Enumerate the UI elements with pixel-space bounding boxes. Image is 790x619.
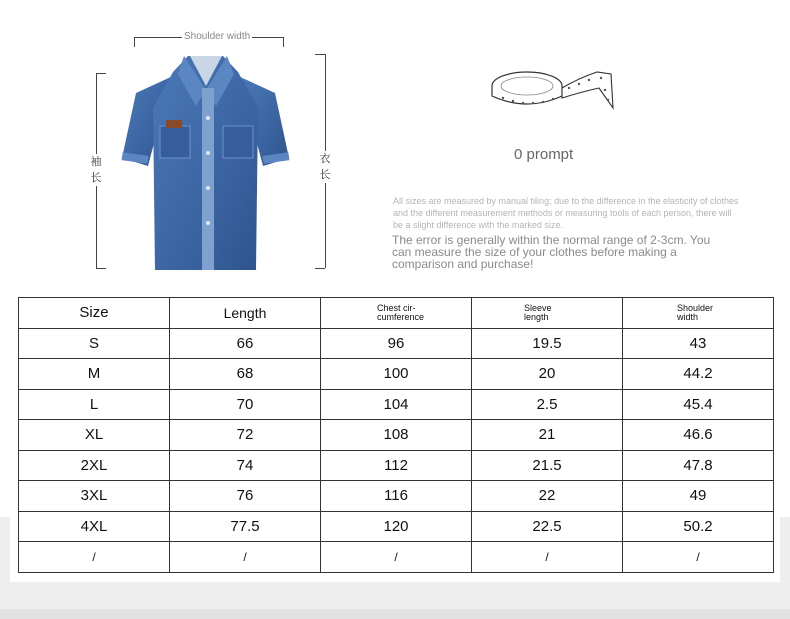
body-dimension-tick-top bbox=[315, 54, 325, 55]
cell-length: 70 bbox=[170, 389, 321, 420]
cell-shoulder: 49 bbox=[623, 481, 774, 512]
cell-size: S bbox=[19, 328, 170, 359]
size-table bbox=[18, 297, 774, 573]
cell-size: XL bbox=[19, 420, 170, 451]
right-pocket bbox=[223, 126, 253, 158]
shoulder-dimension-tick-right bbox=[283, 37, 284, 47]
header-chest-circumference bbox=[321, 298, 472, 329]
cell-shoulder: 46.6 bbox=[623, 420, 774, 451]
shoulder-dimension-tick-left bbox=[134, 37, 135, 47]
table-row bbox=[19, 542, 774, 573]
shirt-button bbox=[206, 116, 210, 120]
shirt-button bbox=[206, 151, 210, 155]
shoulder-width-label: Shoulder width bbox=[184, 31, 251, 42]
cell-chest: 116 bbox=[321, 481, 472, 512]
cell-length: / bbox=[170, 542, 321, 573]
cell-chest: 100 bbox=[321, 359, 472, 390]
cell-size: L bbox=[19, 389, 170, 420]
header-line: Sleeve bbox=[524, 302, 552, 313]
placket bbox=[202, 88, 214, 270]
cell-sleeve: 21.5 bbox=[472, 450, 623, 481]
cell-size: 3XL bbox=[19, 481, 170, 512]
header-length: Length bbox=[170, 298, 321, 329]
header-sleeve-length bbox=[472, 298, 623, 329]
header-line: width bbox=[677, 311, 699, 322]
cell-shoulder: / bbox=[623, 542, 774, 573]
table-row bbox=[19, 450, 774, 481]
header-line: Chest cir- bbox=[377, 302, 416, 313]
sleeve-dimension-tick-bottom bbox=[96, 268, 106, 269]
cell-chest: 112 bbox=[321, 450, 472, 481]
cell-sleeve: 19.5 bbox=[472, 328, 623, 359]
table-row bbox=[19, 481, 774, 512]
header-size: Size bbox=[19, 298, 170, 329]
cell-shoulder: 47.8 bbox=[623, 450, 774, 481]
header-line: Shoulder bbox=[677, 302, 714, 313]
cell-shoulder: 45.4 bbox=[623, 389, 774, 420]
measurement-note-error: The error is generally within the normal range of 2-3cm. You can measure the size of your clothes before making a comparison and purchase! bbox=[392, 233, 711, 271]
cell-chest: 104 bbox=[321, 389, 472, 420]
cell-chest: 120 bbox=[321, 511, 472, 542]
cell-length: 76 bbox=[170, 481, 321, 512]
table-row bbox=[19, 511, 774, 542]
table-row bbox=[19, 328, 774, 359]
cell-length: 68 bbox=[170, 359, 321, 390]
cell-shoulder: 43 bbox=[623, 328, 774, 359]
cell-length: 77.5 bbox=[170, 511, 321, 542]
brand-patch bbox=[166, 120, 182, 128]
cell-size: 4XL bbox=[19, 511, 170, 542]
cell-sleeve: 2.5 bbox=[472, 389, 623, 420]
cell-size: M bbox=[19, 359, 170, 390]
denim-shirt-image bbox=[118, 48, 293, 274]
cell-sleeve: 20 bbox=[472, 359, 623, 390]
page-background-strip bbox=[0, 609, 790, 619]
cell-length: 72 bbox=[170, 420, 321, 451]
cell-length: 66 bbox=[170, 328, 321, 359]
header-line: cumference bbox=[377, 311, 425, 322]
cell-chest: 96 bbox=[321, 328, 472, 359]
table-row bbox=[19, 359, 774, 390]
header-shoulder-width bbox=[623, 298, 774, 329]
measurement-note-small: All sizes are measured by manual tiling; due to the difference in the elasticity of clothes and the different measurement methods or measuring tools of each person, there will be a slight difference with the marked size. bbox=[393, 196, 739, 230]
table-row bbox=[19, 389, 774, 420]
cell-sleeve: / bbox=[472, 542, 623, 573]
cell-sleeve: 22 bbox=[472, 481, 623, 512]
table-row bbox=[19, 420, 774, 451]
cell-shoulder: 44.2 bbox=[623, 359, 774, 390]
cell-chest: 108 bbox=[321, 420, 472, 451]
left-pocket bbox=[160, 126, 190, 158]
shirt-button bbox=[206, 186, 210, 190]
body-length-label: 衣 长 bbox=[319, 153, 331, 181]
sleeve-length-label: 袖 长 bbox=[90, 156, 102, 184]
cell-shoulder: 50.2 bbox=[623, 511, 774, 542]
sleeve-dimension-tick-top bbox=[96, 73, 106, 74]
tape-prompt-label: 0 prompt bbox=[514, 146, 574, 163]
cell-length: 74 bbox=[170, 450, 321, 481]
table-header-row bbox=[19, 298, 774, 329]
cell-size: / bbox=[19, 542, 170, 573]
cell-sleeve: 22.5 bbox=[472, 511, 623, 542]
cell-size: 2XL bbox=[19, 450, 170, 481]
cell-sleeve: 21 bbox=[472, 420, 623, 451]
body-dimension-tick-bottom bbox=[315, 268, 325, 269]
shirt-button bbox=[206, 221, 210, 225]
header-line: length bbox=[524, 311, 549, 322]
tape-measure-image bbox=[489, 62, 617, 114]
cell-chest: / bbox=[321, 542, 472, 573]
